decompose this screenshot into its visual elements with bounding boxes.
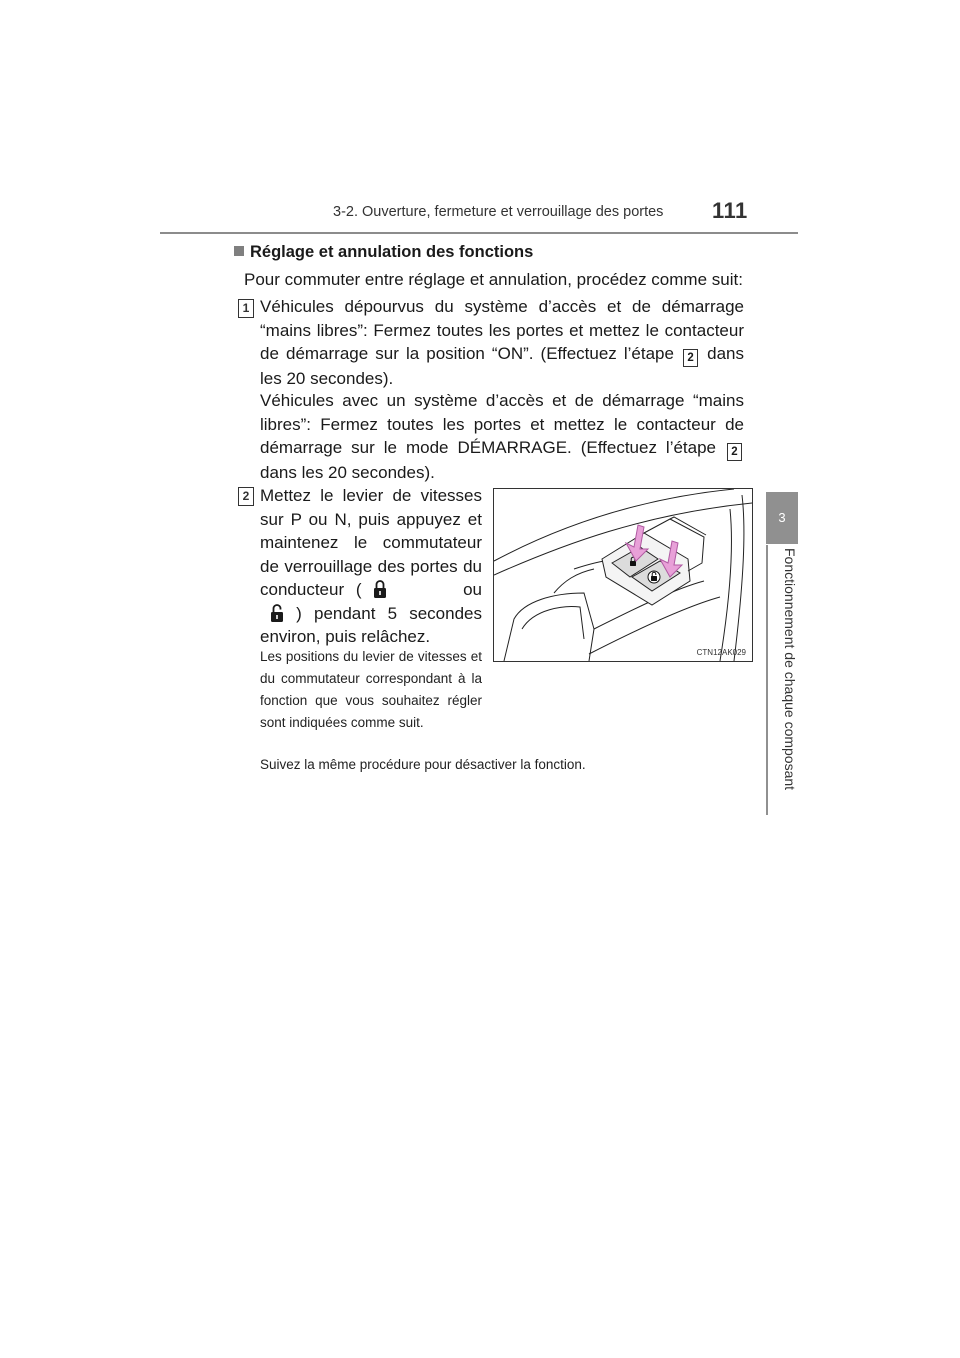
step-number-1: 1 — [238, 299, 254, 318]
follow-up-note: Suivez la même procédure pour désactiver la fonction. — [260, 757, 586, 772]
step-1-text-d: dans les 20 secondes). — [260, 463, 435, 482]
step-2-paragraph — [260, 484, 482, 649]
step-number-2: 2 — [238, 487, 254, 506]
section-heading — [234, 243, 533, 262]
chapter-tab-rule — [766, 545, 768, 815]
square-bullet-icon — [234, 246, 244, 256]
header-divider — [160, 232, 798, 234]
door-lock-switch-illustration — [493, 488, 753, 662]
figure-code: CTN12AK029 — [696, 648, 746, 657]
step-2-or: ou — [463, 580, 482, 599]
chapter-title-text: Fonctionnement de chaque composant — [782, 548, 798, 791]
lock-icon — [373, 579, 387, 599]
step-1-text-b: dans les 20 secondes). — [260, 344, 744, 388]
unlock-icon — [270, 603, 284, 623]
step-1-text-a: Véhicules dépourvus du système d’accès et de démarrage “mains libres”: Fermez toutes les portes et mettez le contacteur de démarrage sur la position “ON”. (Effectuez l’étape — [260, 297, 744, 363]
door-panel-drawing — [494, 489, 752, 661]
step-2-text-a: Mettez le levier de vitesses sur P ou N, puis appuyez et maintenez le commutateur de verrouillage des portes du conducteur ( — [260, 486, 482, 599]
page-number: 111 — [712, 198, 748, 223]
step-1-paragraph-2 — [260, 389, 744, 485]
step-2-note: Les positions du levier de vitesses et du commutateur correspondant à la fonction que vous souhaitez régler sont indiquées comme suit. — [260, 649, 482, 730]
step-ref-2: 2 — [683, 349, 698, 367]
step-2-text-b: ) pendant 5 secondes environ, puis relâchez. — [260, 603, 482, 646]
intro-text: Pour commuter entre réglage et annulation, procédez comme suit: — [244, 270, 743, 289]
heading-text: Réglage et annulation des fonctions — [250, 243, 534, 261]
chapter-title — [780, 548, 800, 808]
step-1-text-c: Véhicules avec un système d’accès et de démarrage “mains libres”: Fermez toutes les portes et mettez le contacteur de démarrage sur le mode DÉMARRAGE. (Effectuez l’étape — [260, 391, 744, 457]
step-ref-2: 2 — [727, 443, 742, 461]
step-1-paragraph-1 — [260, 295, 744, 391]
chapter-tab: 3 — [766, 492, 798, 544]
section-title: 3-2. Ouverture, fermeture et verrouillage des portes — [333, 204, 664, 220]
